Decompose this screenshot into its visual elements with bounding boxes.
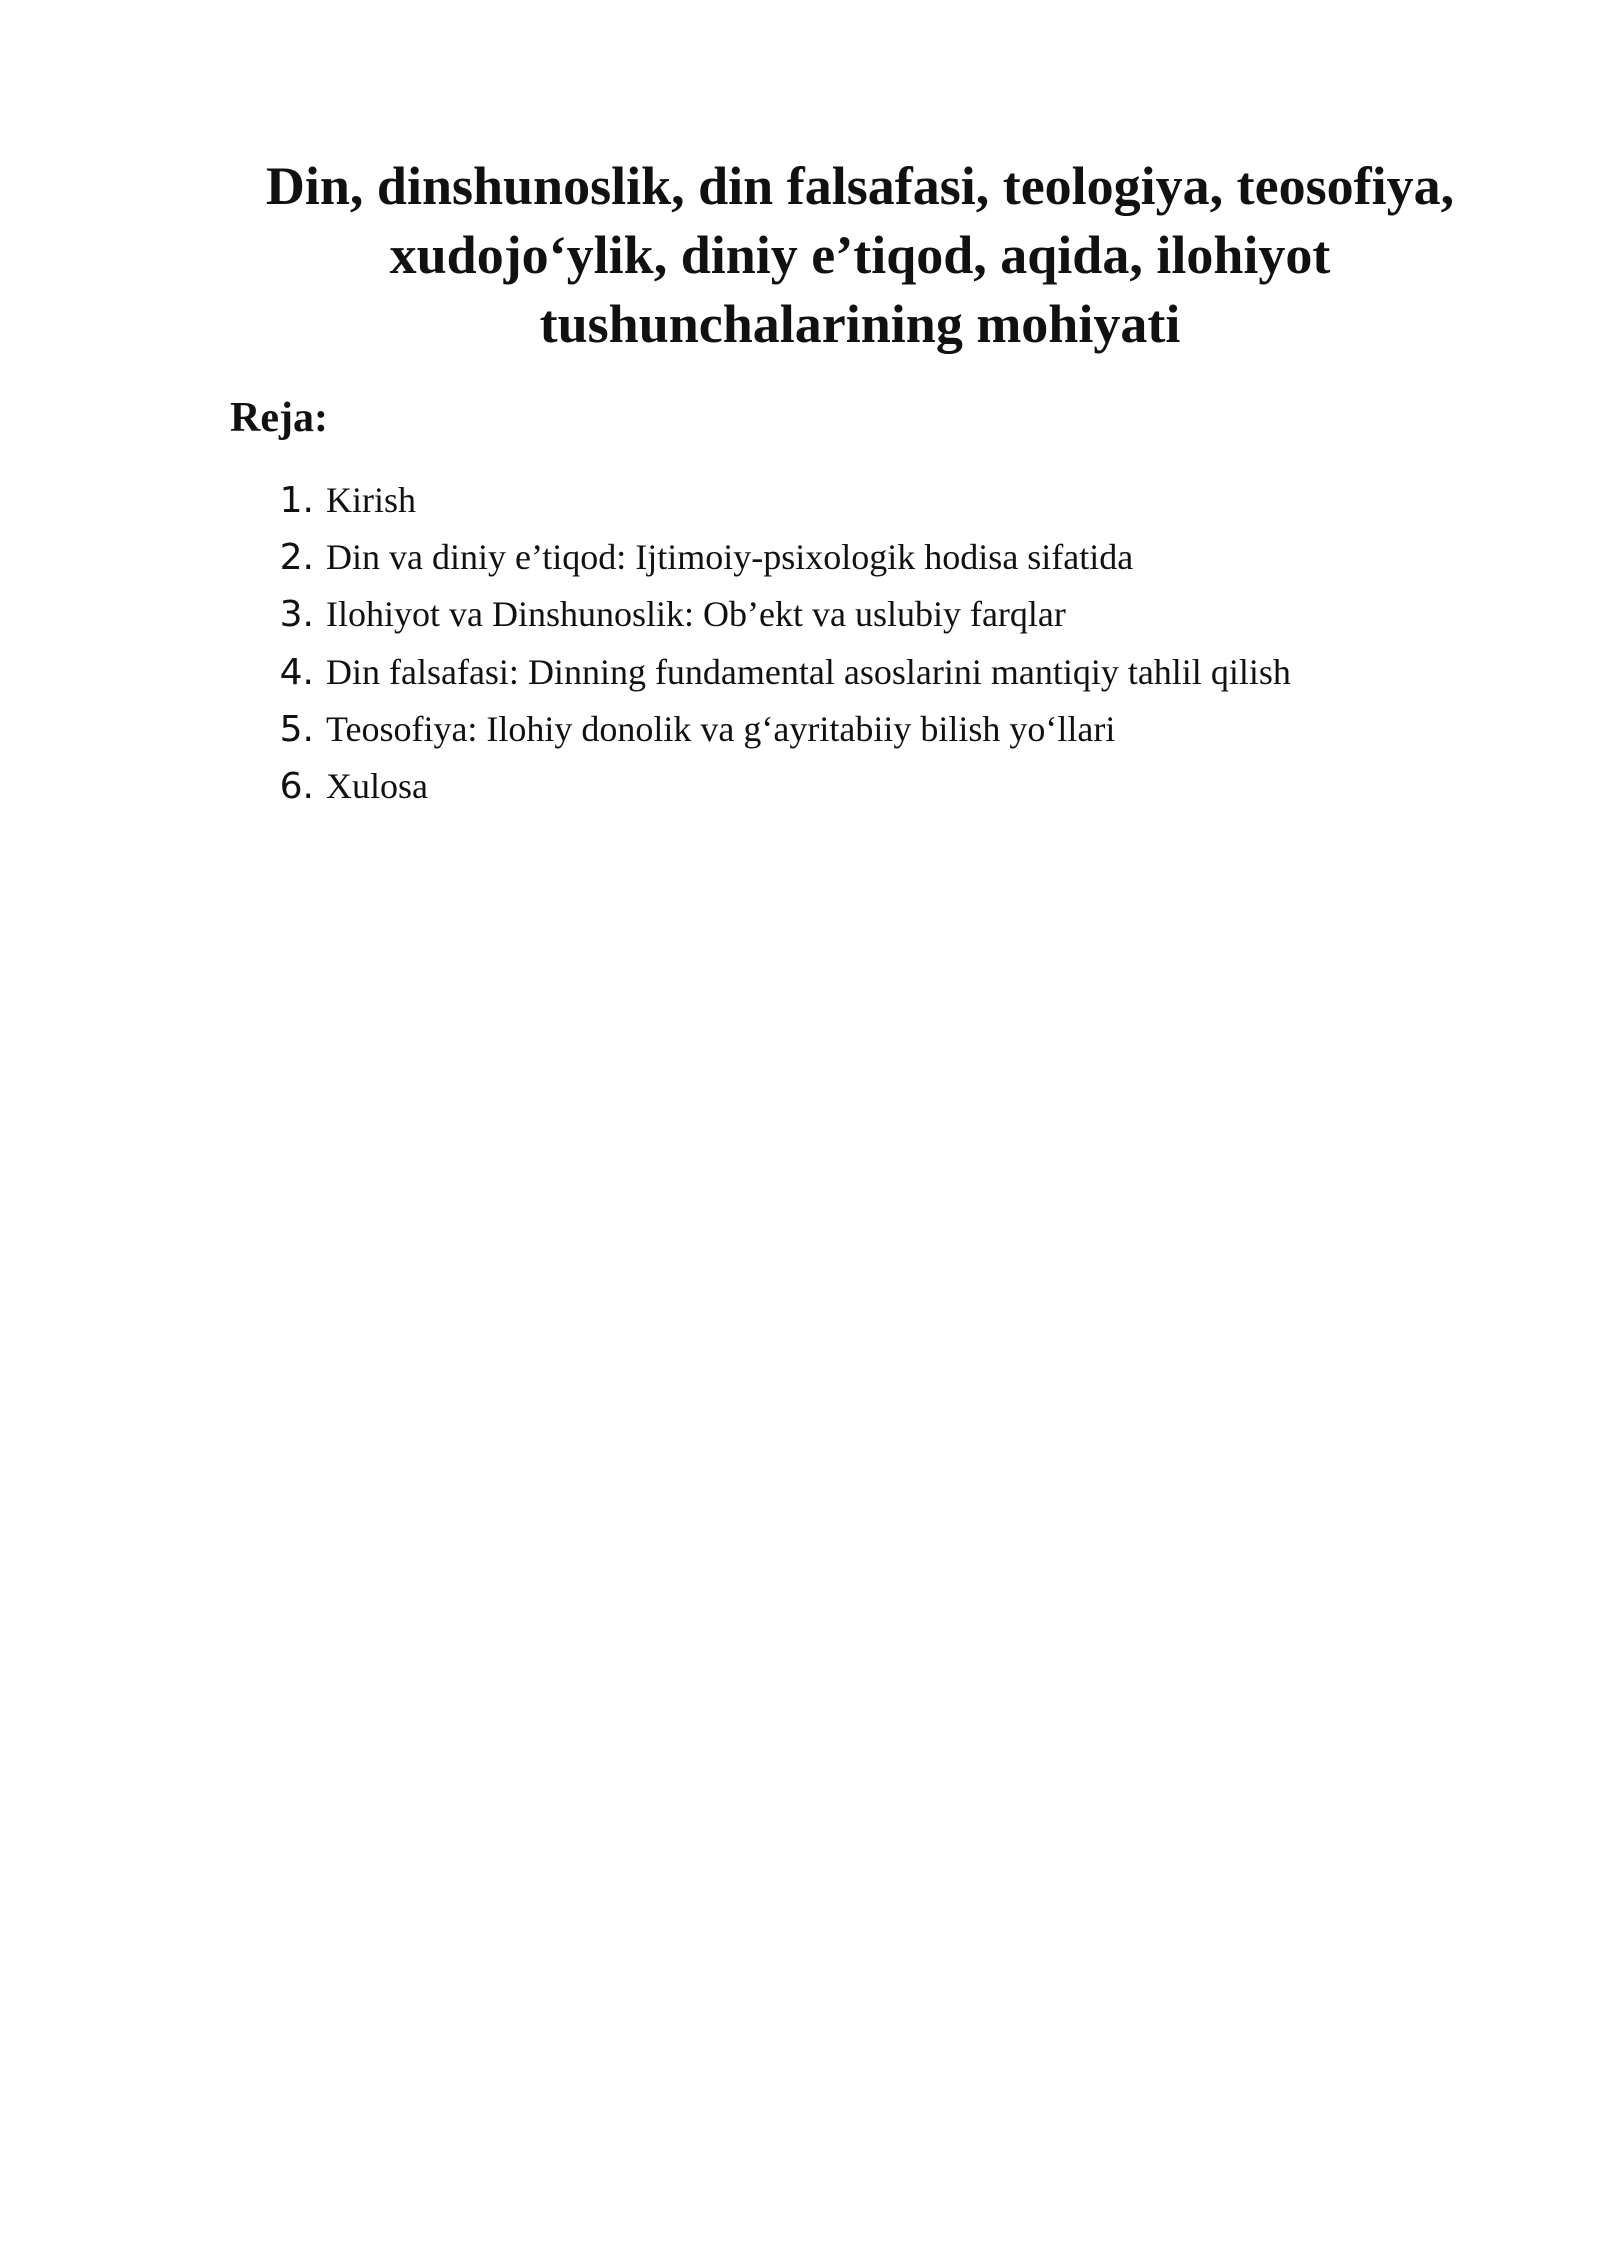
plan-item-number: 2.: [279, 537, 314, 579]
plan-item-text: Ilohiyot va Dinshunoslik: Ob’ekt va uslubiy farqlar: [326, 594, 1066, 635]
plan-item: [262, 708, 1291, 765]
plan-heading: Reja:: [230, 395, 328, 441]
plan-item: [262, 593, 1291, 650]
plan-item: [262, 765, 1291, 822]
plan-item-text: Din va diniy e’tiqod: Ijtimoiy-psixologik hodisa sifatida: [326, 537, 1134, 578]
plan-item-number: 1.: [279, 480, 314, 521]
document-title: [230, 152, 1490, 359]
plan-item-text: Xulosa: [326, 765, 428, 806]
plan-item: [262, 479, 1291, 536]
plan-item: [262, 651, 1291, 708]
title-line: Din, dinshunoslik, din falsafasi, teologiya, teosofiya,: [265, 156, 1455, 216]
plan-item-number: 5.: [279, 708, 314, 750]
plan-item-text: Kirish: [326, 480, 416, 520]
plan-item-number: 3.: [279, 594, 314, 636]
plan-item-number: 6.: [279, 765, 314, 807]
plan-item-text: Din falsafasi: Dinning fundamental asoslarini mantiqiy tahlil qilish: [326, 651, 1291, 692]
title-line: xudojo‘ylik, diniy e’tiqod, aqida, ilohiyot: [389, 225, 1331, 285]
plan-item: [262, 536, 1291, 593]
plan-item-number: 4.: [279, 651, 314, 693]
plan-item-text: Teosofiya: Ilohiy donolik va g‘ayritabiiy bilish yo‘llari: [326, 708, 1116, 749]
title-line: tushunchalarining mohiyati: [539, 294, 1181, 354]
plan-list: [262, 479, 1291, 822]
